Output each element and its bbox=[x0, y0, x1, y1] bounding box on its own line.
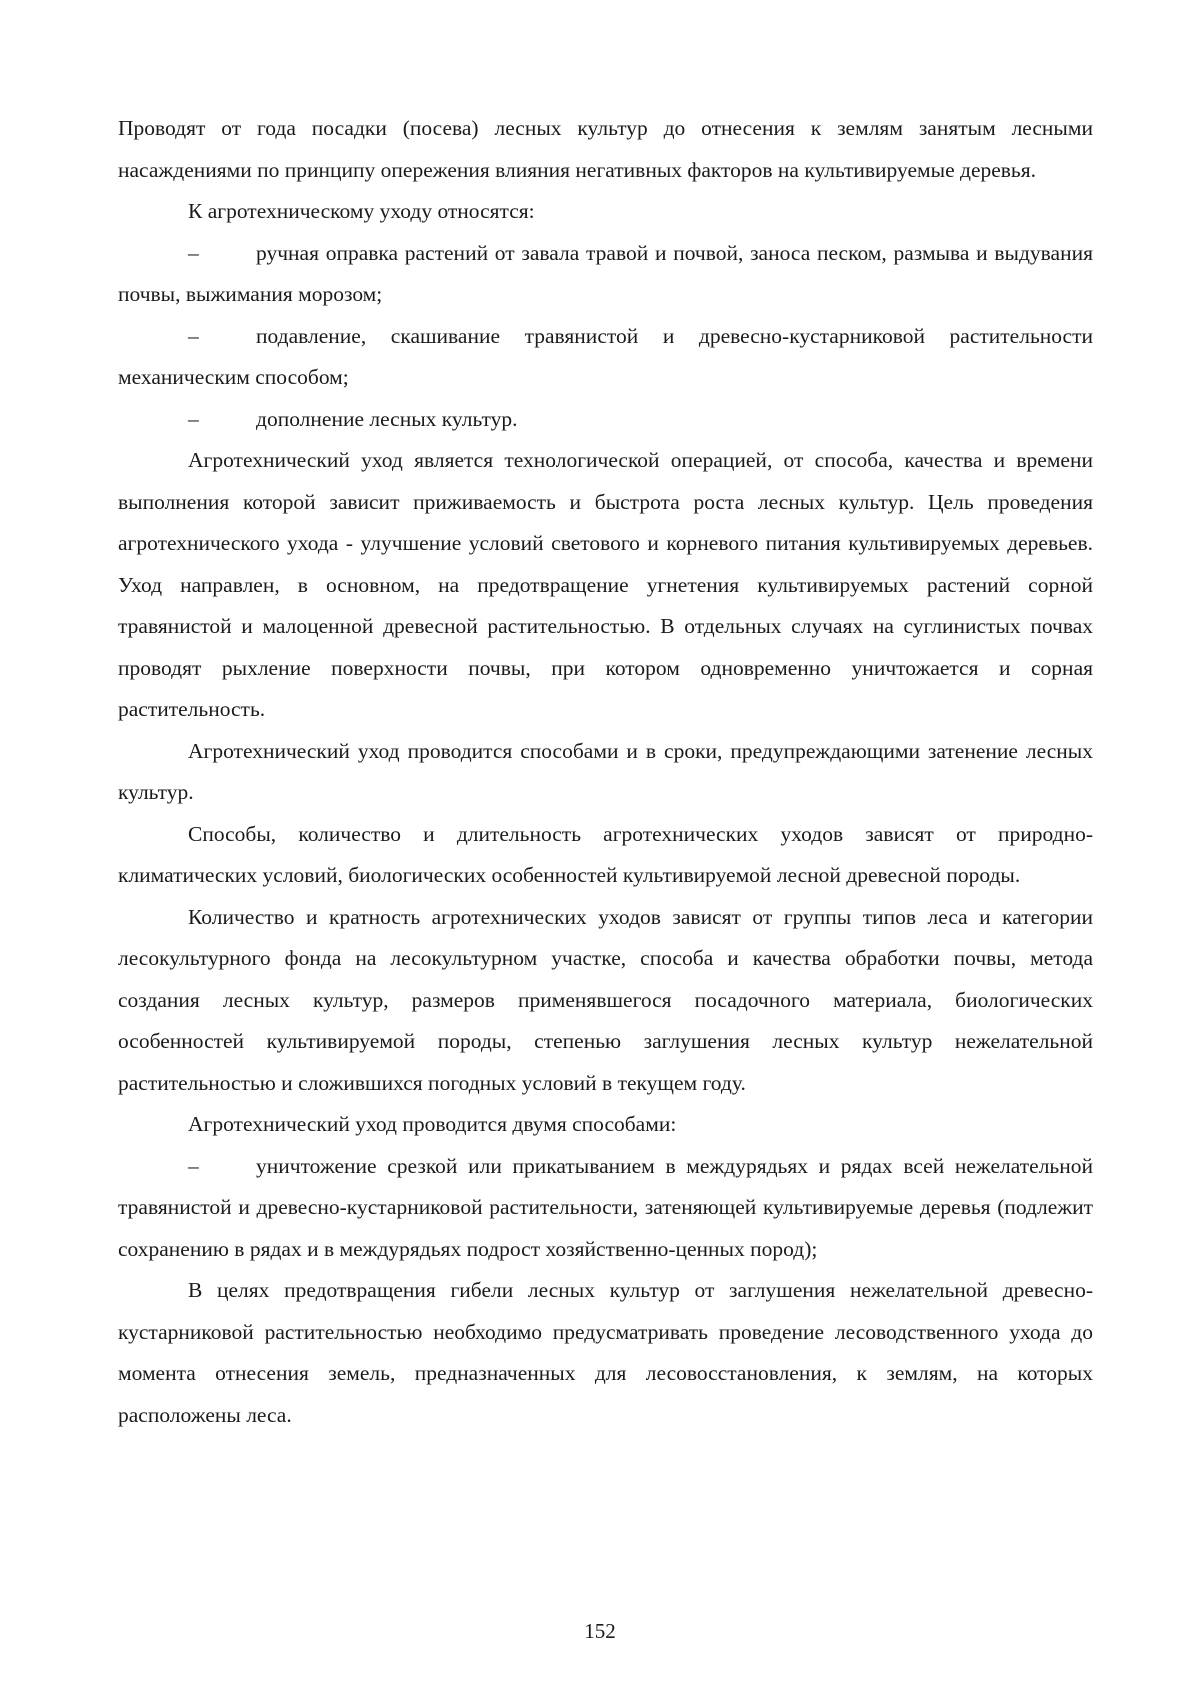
paragraph-silvicultural-care: В целях предотвращения гибели лесных культур от заглушения нежелательной древесно-кустарниковой растительностью необходимо предусматривать проведение лесоводственного ухода до момента отнесения земель, предназначенных для лесовосстановления, к землям, на которых расположены леса. bbox=[118, 1278, 1093, 1427]
paragraph-agrotech-operation: Агротехнический уход является технологической операцией, от способа, качества и времени выполнения которой зависит приживаемость и быстрота роста лесных культур. Цель проведения агротехнического ухода - улучшение условий светового и корневого питания культивируемых деревьев. Уход направлен, в основном, на предотвращение угнетения культивируемых растений сорной травянистой и малоценной древесной растительностью. В отдельных случаях на суглинистых почвах проводят рыхление поверхности почвы, при котором одновременно уничтожается и сорная растительность. bbox=[118, 448, 1093, 721]
list-dash: – bbox=[188, 240, 199, 265]
list-dash: – bbox=[188, 1153, 199, 1178]
paragraph-agrotech-list-intro: К агротехническому уходу относятся: bbox=[188, 199, 535, 223]
list-dash: – bbox=[188, 323, 199, 348]
list-item bbox=[118, 1146, 1093, 1271]
list-item-text: подавление, скашивание травянистой и древесно-кустарниковой растительности механическим способом; bbox=[118, 323, 1093, 389]
paragraph-agrotech-timing: Агротехнический уход проводится способами и в сроки, предупреждающими затенение лесных культур. bbox=[118, 738, 1093, 804]
paragraph-continuation: Проводят от года посадки (посева) лесных культур до отнесения к землям занятым лесными насаждениями по принципу опережения влияния негативных факторов на культивируемые деревья. bbox=[118, 116, 1093, 182]
list-item-text: ручная оправка растений от завала травой и почвой, заноса песком, размыва и выдувания почвы, выжимания морозом; bbox=[118, 240, 1093, 306]
list-item-text: уничтожение срезкой или прикатыванием в междурядьях и рядах всей нежелательной травянистой и древесно-кустарниковой растительности, затеняющей культивируемые деревья (подлежит сохранению в рядах и в междурядьях подрост хозяйственно-ценных пород); bbox=[118, 1153, 1093, 1261]
page-number: 152 bbox=[584, 1619, 616, 1643]
paragraph-two-methods-intro: Агротехнический уход проводится двумя способами: bbox=[188, 1112, 677, 1136]
paragraph-agrotech-frequency: Количество и кратность агротехнических уходов зависят от группы типов леса и категории лесокультурного фонда на лесокультурном участке, способа и качества обработки почвы, метода создания лесных культур, размеров применявшегося посадочного материала, биологических особенностей культивируемой породы, степенью заглушения лесных культур нежелательной растительностью и сложившихся погодных условий в текущем году. bbox=[118, 904, 1093, 1095]
list-item bbox=[118, 316, 1093, 399]
document-body bbox=[118, 108, 1093, 1436]
list-item bbox=[118, 233, 1093, 316]
paragraph-agrotech-methods: Способы, количество и длительность агротехнических уходов зависят от природно-климатических условий, биологических особенностей культивируемой лесной древесной породы. bbox=[118, 821, 1093, 887]
list-item bbox=[118, 399, 1093, 441]
list-dash: – bbox=[188, 406, 199, 431]
list-item-text: дополнение лесных культур. bbox=[256, 406, 518, 431]
